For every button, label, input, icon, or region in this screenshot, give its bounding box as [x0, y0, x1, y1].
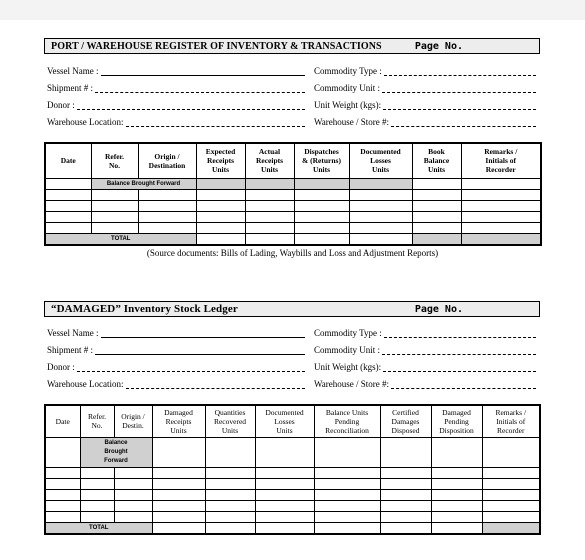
- register-title: PORT / WAREHOUSE REGISTER OF INVENTORY & TRANSACTIONS: [51, 40, 382, 52]
- register-table: [44, 142, 542, 246]
- table-row[interactable]: [45, 478, 540, 489]
- total-row: [45, 233, 541, 245]
- table-row[interactable]: [45, 200, 541, 211]
- register-page-no: Page No.: [414, 40, 463, 52]
- col-damaged-receipts: Damaged Receipts Units: [152, 405, 205, 437]
- col-expected-receipts: Expected Receipts Units: [196, 143, 245, 178]
- source-documents-note: (Source documents: Bills of Lading, Waybills and Loss and Adjustment Reports): [146, 248, 439, 258]
- table-row[interactable]: [45, 189, 541, 200]
- col-origin-destination: Origin / Destination: [138, 143, 196, 178]
- damaged-title-bar: [44, 301, 540, 317]
- s1-warehouse-location-field[interactable]: Warehouse Location:: [47, 117, 305, 127]
- damaged-page-no: Page No.: [414, 303, 463, 315]
- damaged-header-row: [45, 405, 540, 437]
- col-documented-losses: Documented Losses Units: [349, 143, 412, 178]
- s1-commodity-type-field[interactable]: Commodity Type :: [314, 66, 536, 76]
- s2-donor-field[interactable]: Donor :: [47, 362, 305, 372]
- col-book-balance: Book Balance Units: [412, 143, 461, 178]
- s2-commodity-type-field[interactable]: Commodity Type :: [314, 328, 536, 338]
- col-date: Date: [45, 405, 80, 437]
- viewer-top-strip: [0, 0, 585, 20]
- col-damaged-pending: Damaged Pending Disposition: [431, 405, 482, 437]
- table-row[interactable]: [45, 511, 540, 522]
- col-date: Date: [45, 143, 91, 178]
- s2-unit-weight-field[interactable]: Unit Weight (kgs):: [314, 362, 536, 372]
- col-actual-receipts: Actual Receipts Units: [245, 143, 294, 178]
- col-balance-pending: Balance Units Pending Reconciliation: [314, 405, 380, 437]
- register-title-bar: [44, 38, 540, 54]
- col-remarks: Remarks / Initials of Recorder: [461, 143, 541, 178]
- s2-commodity-unit-field[interactable]: Commodity Unit :: [314, 345, 536, 355]
- damaged-ledger-table: [44, 404, 541, 535]
- damaged-title: “DAMAGED” Inventory Stock Ledger: [51, 303, 238, 315]
- s1-donor-field[interactable]: Donor :: [47, 100, 305, 110]
- total-row: [45, 522, 540, 534]
- col-dispatches: Dispatches & (Returns) Units: [294, 143, 349, 178]
- s1-shipment-field[interactable]: Shipment # :: [47, 83, 305, 93]
- balance-brought-forward-label: Balance Brought Forward: [91, 178, 196, 189]
- balance-row: [45, 178, 541, 189]
- table-row[interactable]: [45, 500, 540, 511]
- table-row[interactable]: [45, 467, 540, 478]
- s1-vessel-name-field[interactable]: Vessel Name :: [47, 66, 305, 76]
- total-label: TOTAL: [45, 522, 152, 534]
- col-reference-no: Refer. No.: [91, 143, 138, 178]
- col-reference-no: Refer. No.: [80, 405, 114, 437]
- register-header-row: [45, 143, 541, 178]
- s2-shipment-field[interactable]: Shipment # :: [47, 345, 305, 355]
- table-row[interactable]: [45, 489, 540, 500]
- col-remarks: Remarks / Initials of Recorder: [482, 405, 540, 437]
- s2-vessel-name-field[interactable]: Vessel Name :: [47, 328, 305, 338]
- total-label: TOTAL: [45, 233, 196, 245]
- s1-warehouse-store-field[interactable]: Warehouse / Store #:: [314, 117, 536, 127]
- table-row[interactable]: [45, 211, 541, 222]
- s2-warehouse-location-field[interactable]: Warehouse Location:: [47, 379, 305, 389]
- balance-row: [45, 437, 540, 467]
- col-origin-destination: Origin / Destin.: [114, 405, 152, 437]
- s2-warehouse-store-field[interactable]: Warehouse / Store #:: [314, 379, 536, 389]
- s1-commodity-unit-field[interactable]: Commodity Unit :: [314, 83, 536, 93]
- s1-unit-weight-field[interactable]: Unit Weight (kgs):: [314, 100, 536, 110]
- balance-brought-forward-label: Balance Brought Forward: [80, 437, 152, 467]
- col-documented-losses: Documented Losses Units: [255, 405, 314, 437]
- col-certified-damages: Certified Damages Disposed: [380, 405, 431, 437]
- table-row[interactable]: [45, 222, 541, 233]
- col-quantities-recovered: Quantities Recovered Units: [205, 405, 255, 437]
